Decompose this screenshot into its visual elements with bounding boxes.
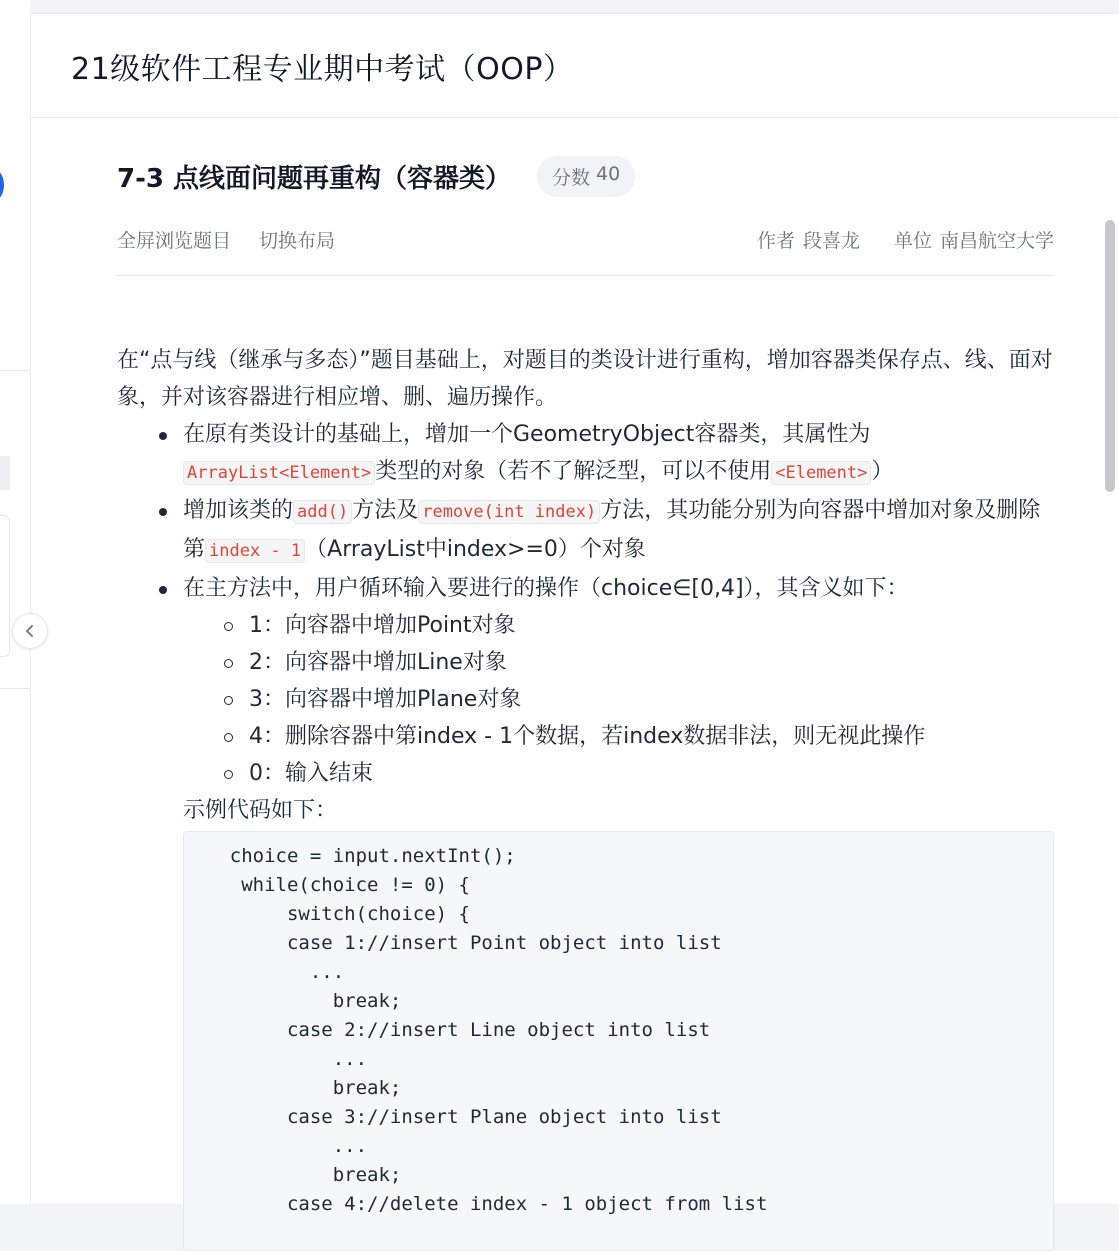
inline-code: <Element> bbox=[771, 461, 871, 485]
code-line: ... bbox=[184, 1135, 368, 1157]
code-content bbox=[184, 842, 1053, 1219]
code-line: break; bbox=[184, 1077, 402, 1099]
choice-item: 0：输入结束 bbox=[183, 755, 1054, 792]
score-label: 分数 bbox=[552, 167, 591, 189]
bullet-text: ） bbox=[871, 459, 894, 484]
unit-info bbox=[894, 226, 1054, 253]
code-line: case 2://insert Line object into list bbox=[184, 1019, 711, 1041]
choice-item: 3：向容器中增加Plane对象 bbox=[183, 681, 1054, 718]
choice-item: 1：向容器中增加Point对象 bbox=[183, 607, 1054, 644]
exam-header bbox=[31, 14, 1119, 118]
choice-item: 2：向容器中增加Line对象 bbox=[183, 644, 1054, 681]
code-line: choice = input.nextInt(); bbox=[184, 845, 516, 867]
exam-title: 21级软件工程专业期中考试（OOP） bbox=[71, 51, 574, 87]
score-badge bbox=[537, 156, 635, 197]
author-name: 段喜龙 bbox=[802, 230, 860, 252]
switch-layout-link[interactable]: 切换布局 bbox=[259, 230, 336, 252]
score-value: 40 bbox=[596, 163, 621, 185]
code-line: case 4://delete index - 1 object from list bbox=[184, 1193, 768, 1215]
exam-panel bbox=[30, 14, 1119, 1215]
question-description bbox=[117, 342, 1054, 1251]
scrollbar[interactable] bbox=[1103, 118, 1119, 1204]
code-line: switch(choice) { bbox=[184, 903, 470, 925]
author-info bbox=[757, 226, 860, 253]
scrollbar-thumb[interactable] bbox=[1105, 220, 1115, 492]
example-label: 示例代码如下： bbox=[183, 798, 338, 823]
choice-list bbox=[183, 607, 1054, 792]
sidebar-active-indicator[interactable] bbox=[0, 170, 4, 200]
fullscreen-link[interactable]: 全屏浏览题目 bbox=[117, 230, 232, 252]
meta-divider bbox=[117, 275, 1054, 276]
sidebar-item[interactable] bbox=[0, 456, 10, 490]
inline-code: add() bbox=[293, 500, 352, 524]
question-title: 7-3 点线面问题再重构（容器类） bbox=[117, 164, 512, 194]
sidebar-divider bbox=[0, 688, 30, 689]
code-block bbox=[183, 831, 1054, 1251]
bullet-text: 方法及 bbox=[352, 498, 419, 523]
code-line: break; bbox=[184, 1164, 402, 1186]
author-label: 作者 bbox=[756, 230, 795, 252]
sidebar-divider bbox=[0, 370, 30, 371]
unit-label: 单位 bbox=[893, 230, 932, 252]
choice-item: 4：删除容器中第index - 1个数据，若index数据非法，则无视此操作 bbox=[183, 718, 1054, 755]
sidebar-card[interactable] bbox=[0, 515, 10, 657]
bullet-text: 在原有类设计的基础上，增加一个GeometryObject容器类，其属性为 bbox=[183, 422, 871, 447]
bullet-text: （ArrayList中index>=0）个对象 bbox=[305, 537, 646, 562]
code-line: case 3://insert Plane object into list bbox=[184, 1106, 722, 1128]
chevron-left-icon bbox=[23, 624, 37, 638]
list-item bbox=[117, 570, 1054, 792]
code-line: ... bbox=[184, 961, 345, 983]
inline-code: index - 1 bbox=[205, 539, 305, 563]
code-line: break; bbox=[184, 990, 402, 1012]
bullet-text: 在主方法中，用户循环输入要进行的操作（choice∈[0,4]），其含义如下： bbox=[183, 576, 909, 601]
inline-code: ArrayList<Element> bbox=[183, 461, 375, 485]
code-line: while(choice != 0) { bbox=[184, 874, 470, 896]
left-sidebar-strip bbox=[0, 0, 30, 1204]
unit-name: 南昌航空大学 bbox=[939, 230, 1054, 252]
question-meta-row bbox=[117, 226, 1054, 253]
bullet-text: 类型的对象（若不了解泛型，可以不使用 bbox=[375, 459, 772, 484]
code-line: ... bbox=[184, 1048, 368, 1070]
bullet-text: 方法，其功能分别为向容器中增加对象及删除第 bbox=[183, 498, 1041, 562]
requirements-list bbox=[117, 416, 1054, 792]
inline-code: remove(int index) bbox=[418, 500, 600, 524]
code-line: case 1://insert Point object into list bbox=[184, 932, 722, 954]
intro-paragraph: 在“点与线（继承与多态）”题目基础上，对题目的类设计进行重构，增加容器类保存点、线、面对象，并对该容器进行相应增、删、遍历操作。 bbox=[117, 348, 1053, 410]
list-item bbox=[117, 416, 1054, 492]
question-title-row bbox=[117, 156, 635, 197]
collapse-sidebar-button[interactable] bbox=[12, 613, 48, 649]
list-item bbox=[117, 492, 1054, 570]
bullet-text: 增加该类的 bbox=[183, 498, 294, 523]
